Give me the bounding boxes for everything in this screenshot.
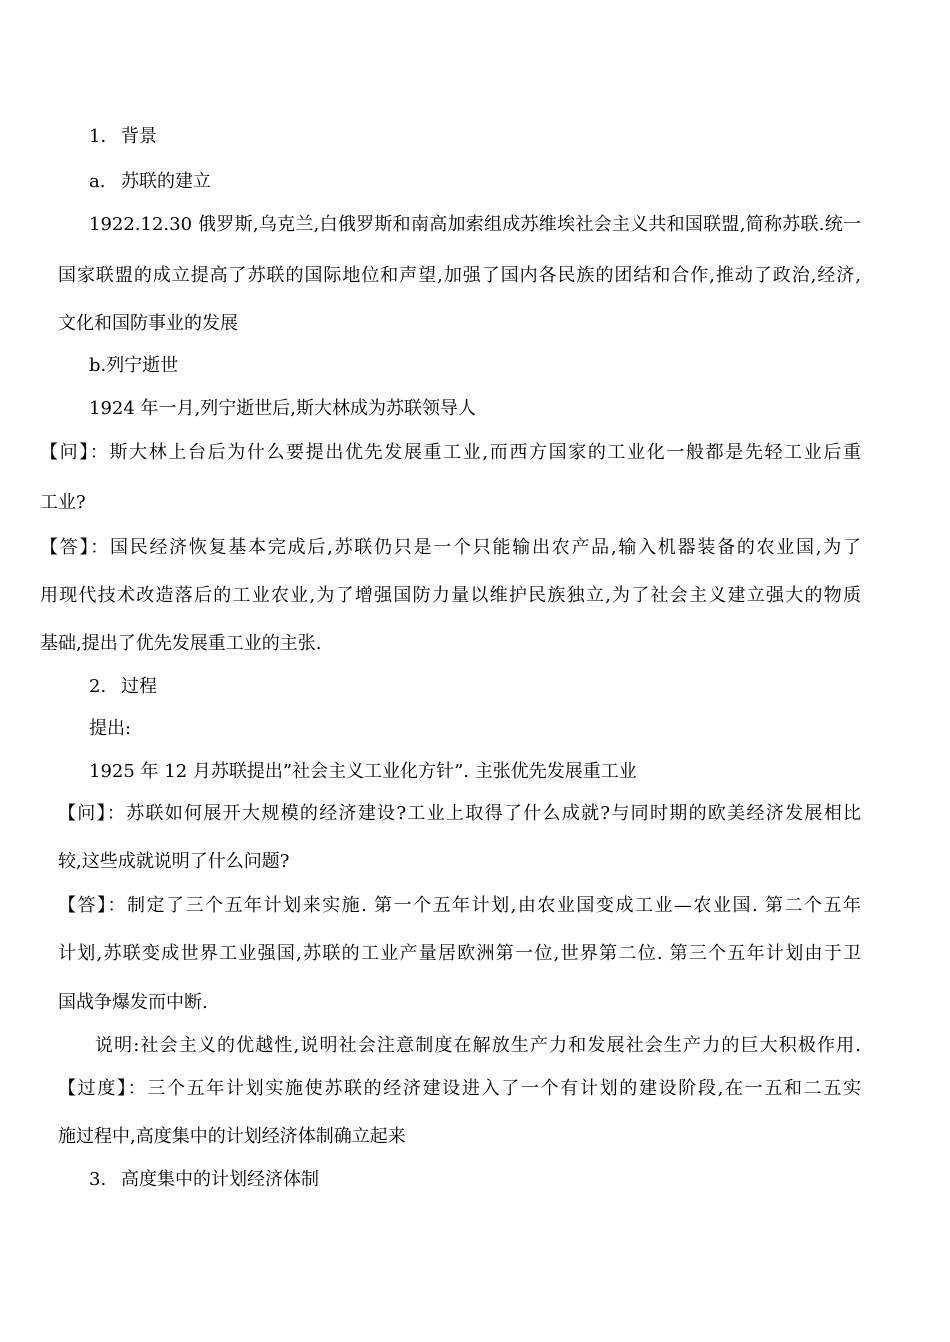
answer-line: 【答】：国民经济恢复基本完成后,苏联仍只是一个只能输出农产品,输入机器装备的农业国,为了 bbox=[40, 537, 861, 558]
section-title: 过程 bbox=[121, 676, 157, 697]
subsection-heading-b: b.列宁逝世 bbox=[89, 355, 179, 376]
section-heading-2 bbox=[89, 675, 157, 699]
section-heading-1 bbox=[89, 125, 157, 149]
question-line: 较,这些成就说明了什么问题? bbox=[58, 851, 290, 872]
paragraph-line: 文化和国防事业的发展 bbox=[58, 313, 238, 334]
paragraph-line: 1924 年一月,列宁逝世后,斯大林成为苏联领导人 bbox=[89, 398, 476, 419]
answer-line: 用现代技术改造落后的工业农业,为了增强国防力量以维护民族独立,为了社会主义建立强大的物质 bbox=[40, 585, 861, 606]
transition-line: 施过程中,高度集中的计划经济体制确立起来 bbox=[58, 1126, 406, 1147]
section-heading-3 bbox=[89, 1168, 319, 1192]
note-line: 说明:社会主义的优越性,说明社会注意制度在解放生产力和发展社会生产力的巨大积极作用. bbox=[95, 1035, 861, 1056]
question-line: 【问】：苏联如何展开大规模的经济建设?工业上取得了什么成就?与同时期的欧美经济发展相比 bbox=[58, 803, 861, 824]
paragraph-line: 国家联盟的成立提高了苏联的国际地位和声望,加强了国内各民族的团结和合作,推动了政治,经济, bbox=[58, 265, 861, 286]
transition-line: 【过度】：三个五年计划实施使苏联的经济建设进入了一个有计划的建设阶段,在一五和二五实 bbox=[58, 1078, 861, 1099]
paragraph-line: 提出: bbox=[89, 718, 132, 739]
answer-line: 基础,提出了优先发展重工业的主张. bbox=[40, 633, 322, 654]
question-line: 【问】：斯大林上台后为什么要提出优先发展重工业,而西方国家的工业化一般都是先轻工业后重 bbox=[40, 442, 861, 463]
section-number: 1. bbox=[89, 126, 107, 147]
answer-line: 国战争爆发而中断. bbox=[58, 992, 208, 1013]
section-title: 高度集中的计划经济体制 bbox=[121, 1169, 319, 1190]
subsection-letter: a. bbox=[89, 171, 106, 192]
subsection-title: 苏联的建立 bbox=[121, 171, 211, 192]
answer-line: 【答】：制定了三个五年计划来实施. 第一个五年计划,由农业国变成工业—农业国. 第二个五年 bbox=[58, 895, 861, 916]
section-number: 2. bbox=[89, 676, 107, 697]
section-title: 背景 bbox=[121, 126, 157, 147]
subsection-heading-a bbox=[89, 170, 211, 194]
section-number: 3. bbox=[89, 1169, 107, 1190]
paragraph-line: 1922.12.30 俄罗斯,乌克兰,白俄罗斯和南高加索组成苏维埃社会主义共和国联盟,简称苏联.统一 bbox=[89, 214, 861, 235]
answer-line: 计划,苏联变成世界工业强国,苏联的工业产量居欧洲第一位,世界第二位. 第三个五年计划由于卫 bbox=[58, 943, 861, 964]
question-line: 工业? bbox=[40, 492, 86, 513]
paragraph-line: 1925 年 12 月苏联提出”社会主义工业化方针”. 主张优先发展重工业 bbox=[89, 761, 637, 782]
